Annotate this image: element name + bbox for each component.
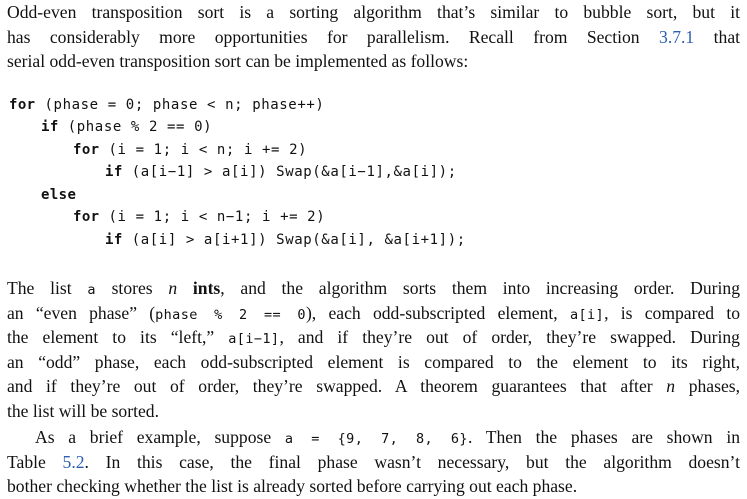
intro-line-2: has considerably more opportunities for parallelism. Recall from Section 3.7.1 that <box>7 26 741 47</box>
code-line-5: else <box>41 187 77 203</box>
table-link[interactable]: 5.2 <box>62 451 85 472</box>
code-line-4: if (a[i−1] > a[i]) Swap(&a[i−1],&a[i]); <box>105 164 457 180</box>
code-line-2: if (phase % 2 == 0) <box>41 119 213 135</box>
code-line-1: for (phase = 0; phase < n; phase++) <box>9 97 325 113</box>
body2-line-3: bother checking whether the list is already sorted before carrying out each phase. <box>7 476 578 496</box>
intro-line-1: Odd-even transposition sort is a sorting algorithm that’s similar to bubble sort, but it <box>7 2 740 22</box>
body1-line-1: The list a stores n ints, and the algorithm sorts them into increasing order. During <box>7 278 740 298</box>
body1-line-4: an “odd” phase, each odd-subscripted element is compared to the element to its right, <box>7 351 740 372</box>
body2-line-2: Table 5.2. In this case, the final phase wasn’t necessary, but the algorithm doesn’t <box>7 451 740 472</box>
body1-line-2: an “even phase” (phase % 2 == 0), each odd-subscripted element, a[i], is compared to <box>7 302 741 323</box>
code-line-7: if (a[i] > a[i+1]) Swap(&a[i], &a[i+1]); <box>105 232 466 248</box>
intro-paragraph <box>7 0 740 74</box>
section-link[interactable]: 3.7.1 <box>659 26 695 47</box>
body-paragraph-2 <box>7 425 740 499</box>
body1-line-5: and if they’re out of order, they’re swapped. A theorem guarantees that after n phases, <box>7 376 741 396</box>
code-line-6: for (i = 1; i < n−1; i += 2) <box>73 209 326 225</box>
intro-line-3: serial odd-even transposition sort can be implemented as follows: <box>7 51 469 71</box>
body-paragraph-1 <box>7 276 740 423</box>
body1-line-6: the list will be sorted. <box>7 400 159 421</box>
body1-line-3: the element to its “left,” a[i−1], and if they’re out of order, they’re swapped. During <box>7 327 740 347</box>
code-line-3: for (i = 1; i < n; i += 2) <box>73 142 308 158</box>
body2-line-1: As a brief example, suppose a = {9, 7, 8, 6}. Then the phases are shown in <box>35 427 741 447</box>
